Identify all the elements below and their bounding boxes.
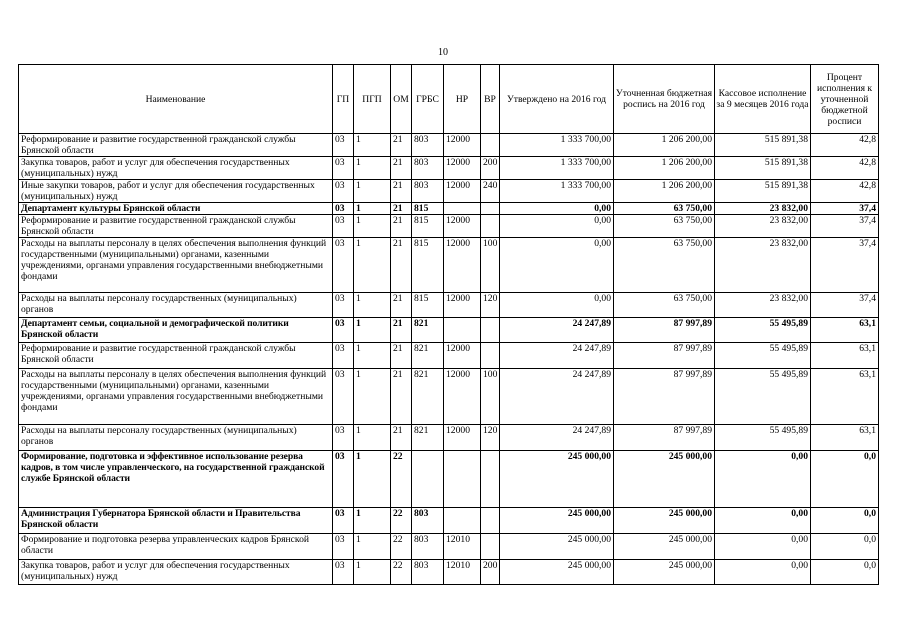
row-approved: 0,00 [500,203,614,215]
row-name: Иные закупки товаров, работ и услуг для обеспечения государственных (муниципальных) нужд [19,180,333,203]
row-grbs: 821 [412,369,444,425]
row-refined: 87 997,89 [614,343,715,369]
row-percent: 0,0 [811,534,879,560]
row-grbs [412,451,444,508]
row-cash: 55 495,89 [715,425,811,451]
row-np: 12000 [444,180,481,203]
row-np: 12000 [444,134,481,157]
row-pgp: 1 [354,508,391,534]
row-cash: 23 832,00 [715,238,811,293]
header-np: НР [444,65,481,134]
row-name: Расходы на выплаты персоналу в целях обеспечения выполнения функций государственными (муниципальными) органами, казенными учреждениями, органами управления государственными внебюджетными фондами [19,369,333,425]
row-om: 21 [391,318,412,343]
row-vr [481,451,500,508]
row-om: 21 [391,215,412,238]
row-vr: 100 [481,369,500,425]
table-row [19,203,879,215]
row-name: Департамент культуры Брянской области [19,203,333,215]
row-gp: 03 [333,425,354,451]
table-row [19,318,879,343]
row-np: 12000 [444,293,481,318]
row-name: Закупка товаров, работ и услуг для обеспечения государственных (муниципальных) нужд [19,157,333,180]
row-percent: 0,0 [811,451,879,508]
row-name: Расходы на выплаты персоналу в целях обеспечения выполнения функций государственными (муниципальными) органами, казенными учреждениями, органами управления государственными внебюджетными фондами [19,238,333,293]
row-name: Департамент семьи, социальной и демографической политики Брянской области [19,318,333,343]
row-percent: 37,4 [811,203,879,215]
row-refined: 1 206 200,00 [614,157,715,180]
table-row [19,369,879,425]
row-np [444,451,481,508]
row-vr [481,203,500,215]
row-refined: 245 000,00 [614,560,715,585]
row-approved: 24 247,89 [500,425,614,451]
row-pgp: 1 [354,534,391,560]
row-percent: 37,4 [811,238,879,293]
row-refined: 1 206 200,00 [614,180,715,203]
row-grbs: 803 [412,560,444,585]
table-row [19,180,879,203]
row-np: 12000 [444,343,481,369]
row-name: Реформирование и развитие государственной гражданской службы Брянской области [19,134,333,157]
row-vr [481,134,500,157]
row-np: 12010 [444,560,481,585]
header-om: ОМ [391,65,412,134]
table-row [19,134,879,157]
row-name: Реформирование и развитие государственной гражданской службы Брянской области [19,343,333,369]
row-name: Реформирование и развитие государственной гражданской службы Брянской области [19,215,333,238]
row-grbs: 815 [412,203,444,215]
row-om: 21 [391,425,412,451]
row-gp: 03 [333,238,354,293]
table-row [19,534,879,560]
row-vr: 200 [481,560,500,585]
row-name: Расходы на выплаты персоналу государственных (муниципальных) органов [19,293,333,318]
row-refined: 63 750,00 [614,238,715,293]
row-np: 12000 [444,215,481,238]
row-om: 21 [391,343,412,369]
row-name: Администрация Губернатора Брянской области и Правительства Брянской области [19,508,333,534]
row-grbs: 815 [412,293,444,318]
row-om: 21 [391,203,412,215]
row-pgp: 1 [354,238,391,293]
row-approved: 24 247,89 [500,369,614,425]
row-pgp: 1 [354,157,391,180]
row-np [444,508,481,534]
row-percent: 63,1 [811,343,879,369]
row-np: 12000 [444,238,481,293]
row-approved: 1 333 700,00 [500,134,614,157]
table-row [19,157,879,180]
row-om: 22 [391,451,412,508]
row-grbs: 815 [412,215,444,238]
row-cash: 23 832,00 [715,293,811,318]
row-percent: 63,1 [811,318,879,343]
row-pgp: 1 [354,425,391,451]
table-row [19,451,879,508]
row-gp: 03 [333,451,354,508]
table-row [19,560,879,585]
row-om: 21 [391,180,412,203]
table-row [19,508,879,534]
row-approved: 24 247,89 [500,343,614,369]
row-om: 21 [391,157,412,180]
row-grbs: 821 [412,343,444,369]
row-np: 12000 [444,369,481,425]
row-percent: 63,1 [811,369,879,425]
row-pgp: 1 [354,180,391,203]
row-gp: 03 [333,157,354,180]
row-percent: 0,0 [811,560,879,585]
row-pgp: 1 [354,293,391,318]
header-refined: Уточненная бюджетная роспись на 2016 год [614,65,715,134]
row-refined: 63 750,00 [614,215,715,238]
row-approved: 245 000,00 [500,508,614,534]
header-gp: ГП [333,65,354,134]
row-percent: 42,8 [811,157,879,180]
row-refined: 1 206 200,00 [614,134,715,157]
row-cash: 55 495,89 [715,369,811,425]
row-name: Формирование, подготовка и эффективное использование резерва кадров, в том числе управленческого, на государственной гражданской службе Брянской области [19,451,333,508]
row-grbs: 803 [412,134,444,157]
row-vr [481,318,500,343]
row-percent: 37,4 [811,215,879,238]
row-refined: 87 997,89 [614,318,715,343]
row-np [444,203,481,215]
row-refined: 245 000,00 [614,451,715,508]
header-grbs: ГРБС [412,65,444,134]
row-gp: 03 [333,215,354,238]
row-pgp: 1 [354,369,391,425]
header-cash: Кассовое исполнение за 9 месяцев 2016 года [715,65,811,134]
row-approved: 1 333 700,00 [500,157,614,180]
row-pgp: 1 [354,134,391,157]
row-cash: 23 832,00 [715,203,811,215]
row-gp: 03 [333,343,354,369]
row-gp: 03 [333,203,354,215]
row-om: 21 [391,238,412,293]
row-om: 21 [391,369,412,425]
row-grbs: 821 [412,425,444,451]
row-gp: 03 [333,534,354,560]
row-name: Закупка товаров, работ и услуг для обеспечения государственных (муниципальных) нужд [19,560,333,585]
row-approved: 245 000,00 [500,534,614,560]
row-vr [481,215,500,238]
row-pgp: 1 [354,343,391,369]
row-vr [481,343,500,369]
row-approved: 0,00 [500,215,614,238]
row-np: 12010 [444,534,481,560]
row-cash: 55 495,89 [715,318,811,343]
row-vr: 120 [481,425,500,451]
header-approved: Утверждено на 2016 год [500,65,614,134]
row-grbs: 803 [412,157,444,180]
row-approved: 24 247,89 [500,318,614,343]
row-approved: 245 000,00 [500,451,614,508]
page-number: 10 [438,47,448,58]
row-percent: 63,1 [811,425,879,451]
row-om: 21 [391,293,412,318]
row-vr: 200 [481,157,500,180]
table-row [19,343,879,369]
row-gp: 03 [333,560,354,585]
row-refined: 63 750,00 [614,293,715,318]
row-refined: 245 000,00 [614,534,715,560]
row-np: 12000 [444,157,481,180]
row-refined: 87 997,89 [614,425,715,451]
row-vr: 240 [481,180,500,203]
row-cash: 55 495,89 [715,343,811,369]
row-om: 21 [391,134,412,157]
row-vr: 100 [481,238,500,293]
row-vr: 120 [481,293,500,318]
row-vr [481,534,500,560]
row-percent: 0,0 [811,508,879,534]
row-cash: 0,00 [715,451,811,508]
row-name: Формирование и подготовка резерва управленческих кадров Брянской области [19,534,333,560]
row-om: 22 [391,508,412,534]
row-grbs: 815 [412,238,444,293]
row-pgp: 1 [354,560,391,585]
row-cash: 0,00 [715,560,811,585]
row-pgp: 1 [354,203,391,215]
row-percent: 42,8 [811,134,879,157]
header-name: Наименование [19,65,333,134]
row-name: Расходы на выплаты персоналу государственных (муниципальных) органов [19,425,333,451]
row-percent: 42,8 [811,180,879,203]
table-row [19,425,879,451]
header-percent: Процент исполнения к уточненной бюджетной росписи [811,65,879,134]
row-gp: 03 [333,134,354,157]
row-pgp: 1 [354,215,391,238]
table-row [19,238,879,293]
table-row [19,293,879,318]
row-grbs: 803 [412,180,444,203]
header-vr: ВР [481,65,500,134]
row-refined: 87 997,89 [614,369,715,425]
row-om: 22 [391,560,412,585]
row-vr [481,508,500,534]
budget-table [18,64,879,585]
row-refined: 245 000,00 [614,508,715,534]
row-np: 12000 [444,425,481,451]
row-grbs: 803 [412,508,444,534]
row-np [444,318,481,343]
row-approved: 0,00 [500,293,614,318]
row-gp: 03 [333,318,354,343]
row-grbs: 803 [412,534,444,560]
row-gp: 03 [333,369,354,425]
row-pgp: 1 [354,451,391,508]
row-grbs: 821 [412,318,444,343]
row-cash: 23 832,00 [715,215,811,238]
row-cash: 515 891,38 [715,134,811,157]
row-pgp: 1 [354,318,391,343]
row-approved: 245 000,00 [500,560,614,585]
row-cash: 515 891,38 [715,180,811,203]
row-percent: 37,4 [811,293,879,318]
row-gp: 03 [333,293,354,318]
row-cash: 0,00 [715,508,811,534]
row-om: 22 [391,534,412,560]
row-cash: 0,00 [715,534,811,560]
table-header-row [19,65,879,134]
row-approved: 0,00 [500,238,614,293]
header-pgp: ПГП [354,65,391,134]
row-refined: 63 750,00 [614,203,715,215]
row-cash: 515 891,38 [715,157,811,180]
table-row [19,215,879,238]
row-approved: 1 333 700,00 [500,180,614,203]
row-gp: 03 [333,508,354,534]
row-gp: 03 [333,180,354,203]
